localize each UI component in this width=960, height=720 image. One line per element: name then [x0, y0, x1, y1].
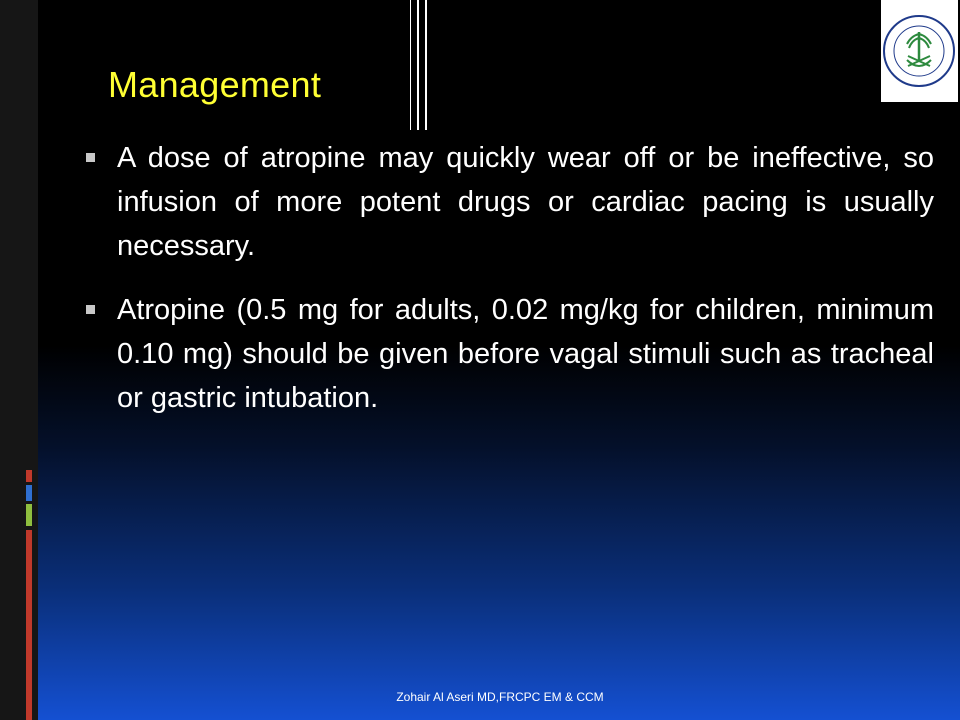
decorative-lines: [410, 0, 830, 130]
bullet-list: [84, 136, 934, 440]
bullet-text: Atropine (0.5 mg for adults, 0.02 mg/kg for children, minimum 0.10 mg) should be given before vagal stimuli such as tracheal or gastric intubation.: [117, 294, 934, 414]
left-decorative-strip: [0, 0, 38, 720]
university-logo: [881, 0, 958, 102]
slide-footer: Zohair Al Aseri MD,FRCPC EM & CCM: [396, 690, 604, 704]
accent-bar-green: [26, 504, 32, 526]
bullet-item: [84, 288, 934, 420]
square-bullet-icon: [86, 153, 95, 162]
slide-title: Management: [108, 64, 322, 105]
accent-bar-blue: [26, 485, 32, 501]
square-bullet-icon: [86, 305, 95, 314]
bullet-text: A dose of atropine may quickly wear off or be ineffective, so infusion of more potent drugs or cardiac pacing is usually necessary.: [117, 142, 934, 262]
accent-bar-red-top: [26, 470, 32, 482]
king-saud-university-seal-icon: [881, 0, 958, 102]
bullet-item: [84, 136, 934, 268]
